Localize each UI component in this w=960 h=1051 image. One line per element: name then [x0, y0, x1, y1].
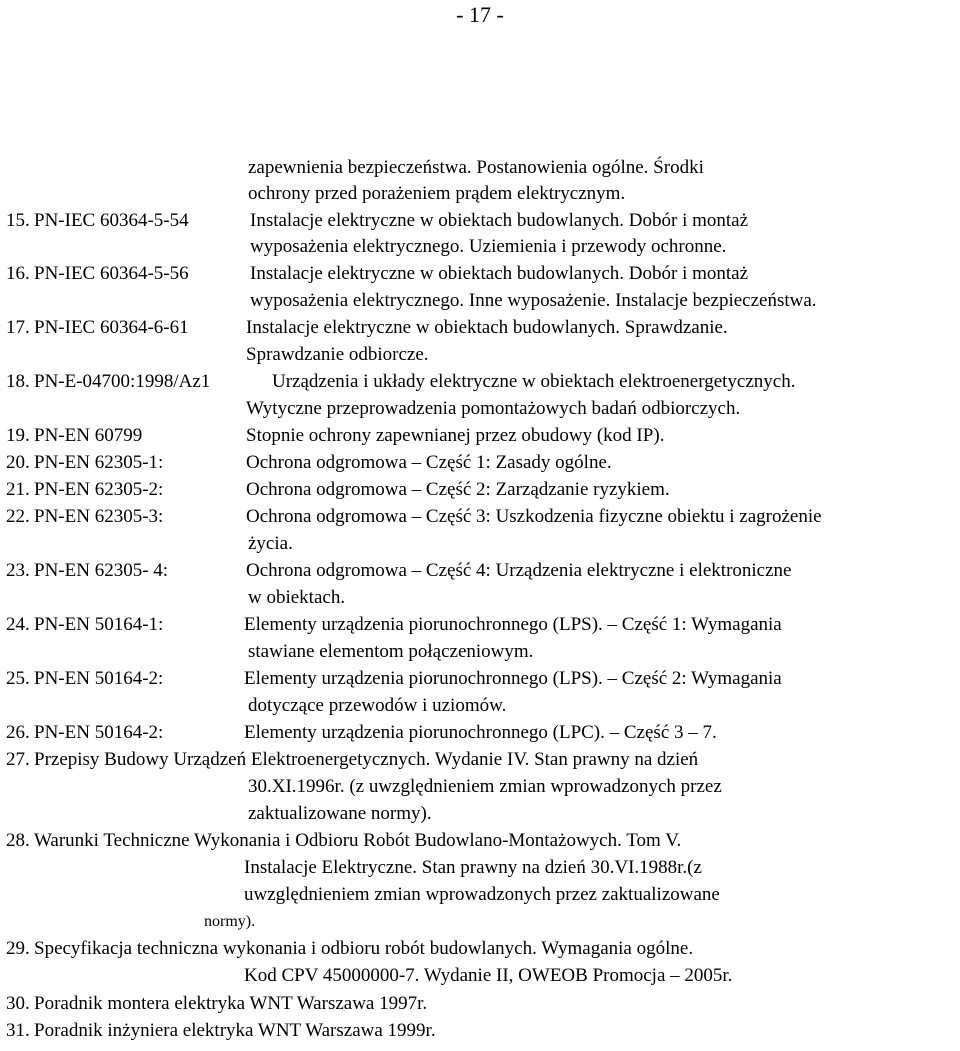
item-standard-code: PN-EN 50164-2:: [34, 668, 164, 689]
item-title: Sprawdzanie odbiorcze.: [246, 344, 429, 365]
item-title: w obiektach.: [248, 587, 346, 608]
item-title: normy).: [204, 913, 256, 930]
item-number: 15.: [6, 210, 30, 231]
item-title: życia.: [248, 533, 293, 554]
item-text-line: ochrony przed porażeniem prądem elektrycznym.: [248, 183, 626, 204]
item-text-line: zapewnienia bezpieczeństwa. Postanowienia ogólne. Środki: [248, 157, 704, 178]
item-title: Instalacje elektryczne w obiektach budowlanych. Sprawdzanie.: [246, 317, 728, 338]
item-title: Poradnik inżyniera elektryka WNT Warszawa 1999r.: [34, 1020, 436, 1041]
item-title: dotyczące przewodów i uziomów.: [248, 695, 507, 716]
page-number: - 17 -: [456, 2, 504, 27]
item-number: 24.: [6, 614, 30, 635]
item-title: Stopnie ochrony zapewnianej przez obudowy (kod IP).: [246, 425, 665, 446]
item-title: uwzględnieniem zmian wprowadzonych przez zaktualizowane: [244, 884, 720, 905]
item-title: Kod CPV 45000000-7. Wydanie II, OWEOB Promocja – 2005r.: [244, 965, 733, 986]
item-number: 21.: [6, 479, 30, 500]
item-number: 20.: [6, 452, 30, 473]
item-number: 17.: [6, 317, 30, 338]
item-title: stawiane elementom połączeniowym.: [248, 641, 534, 662]
item-number: 26.: [6, 722, 30, 743]
item-number: 29.: [6, 938, 30, 959]
item-number: 25.: [6, 668, 30, 689]
item-number: 16.: [6, 263, 30, 284]
item-number: 19.: [6, 425, 30, 446]
item-standard-code: PN-IEC 60364-5-56: [34, 263, 189, 284]
item-title: wyposażenia elektrycznego. Inne wyposażenie. Instalacje bezpieczeństwa.: [250, 290, 817, 311]
item-number: 18.: [6, 371, 30, 392]
item-title: Elementy urządzenia piorunochronnego (LPS). – Część 1: Wymagania: [244, 614, 782, 635]
item-standard-code: PN-EN 62305-3:: [34, 506, 164, 527]
item-title: wyposażenia elektrycznego. Uziemienia i przewody ochronne.: [250, 236, 727, 257]
item-title: Elementy urządzenia piorunochronnego (LPC). – Część 3 – 7.: [244, 722, 717, 743]
item-standard-code: PN-EN 62305-1:: [34, 452, 164, 473]
item-standard-code: PN-EN 62305- 4:: [34, 560, 169, 581]
item-number: 28.: [6, 830, 30, 851]
item-title: Urządzenia i układy elektryczne w obiektach elektroenergetycznych.: [272, 371, 796, 392]
item-title: zaktualizowane normy).: [248, 803, 432, 824]
item-title: Ochrona odgromowa – Część 2: Zarządzanie ryzykiem.: [246, 479, 670, 500]
item-title: Warunki Techniczne Wykonania i Odbioru Robót Budowlano-Montażowych. Tom V.: [34, 830, 682, 851]
item-standard-code: PN-IEC 60364-6-61: [34, 317, 189, 338]
item-number: 22.: [6, 506, 30, 527]
item-number: 30.: [6, 993, 30, 1014]
item-standard-code: PN-EN 50164-2:: [34, 722, 164, 743]
item-standard-code: PN-E-04700:1998/Az1: [34, 371, 211, 392]
item-standard-code: PN-EN 62305-2:: [34, 479, 164, 500]
item-standard-code: PN-EN 60799: [34, 425, 143, 446]
item-title: Ochrona odgromowa – Część 4: Urządzenia elektryczne i elektroniczne: [246, 560, 792, 581]
item-standard-code: PN-IEC 60364-5-54: [34, 210, 189, 231]
item-standard-code: PN-EN 50164-1:: [34, 614, 164, 635]
item-title: Ochrona odgromowa – Część 3: Uszkodzenia fizyczne obiektu i zagrożenie: [246, 506, 822, 527]
item-title: Elementy urządzenia piorunochronnego (LPS). – Część 2: Wymagania: [244, 668, 782, 689]
item-title: 30.XI.1996r. (z uwzględnieniem zmian wprowadzonych przez: [248, 776, 722, 797]
item-number: 27.: [6, 749, 30, 770]
item-title: Przepisy Budowy Urządzeń Elektroenergetycznych. Wydanie IV. Stan prawny na dzień: [34, 749, 699, 770]
item-title: Instalacje elektryczne w obiektach budowlanych. Dobór i montaż: [250, 263, 749, 284]
item-title: Instalacje elektryczne w obiektach budowlanych. Dobór i montaż: [250, 210, 749, 231]
item-title: Ochrona odgromowa – Część 1: Zasady ogólne.: [246, 452, 612, 473]
item-title: Poradnik montera elektryka WNT Warszawa 1997r.: [34, 993, 428, 1014]
item-number: 31.: [6, 1020, 30, 1041]
item-title: Instalacje Elektryczne. Stan prawny na dzień 30.VI.1988r.(z: [244, 857, 702, 878]
item-title: Wytyczne przeprowadzenia pomontażowych badań odbiorczych.: [246, 398, 741, 419]
item-number: 23.: [6, 560, 30, 581]
item-title: Specyfikacja techniczna wykonania i odbioru robót budowlanych. Wymagania ogólne.: [34, 938, 694, 959]
